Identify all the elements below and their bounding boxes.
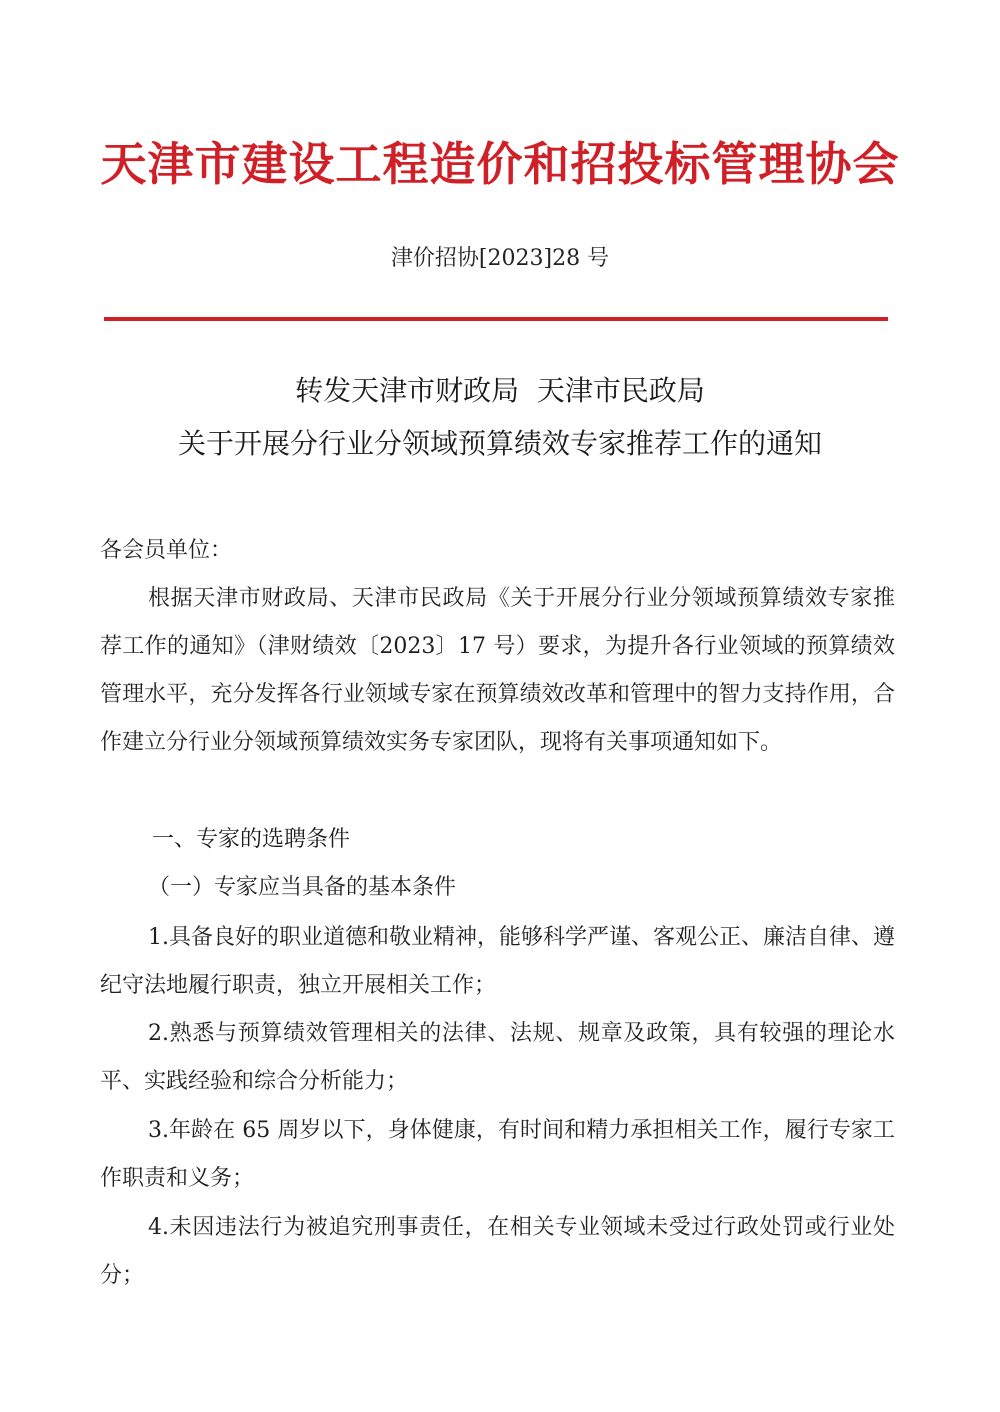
- intro-paragraph: 根据天津市财政局、天津市民政局《关于开展分行业分领域预算绩效专家推荐工作的通知》（津财绩效〔2023〕17 号）要求，为提升各行业领域的预算绩效管理水平，充分发挥各行业领域专家在预算绩效改革和管理中的智力支持作用，合作建立分行业分领域预算绩效实务专家团队，现将有关事项通知如下。: [100, 586, 895, 755]
- salutation: 各会员单位：: [100, 538, 233, 563]
- condition-item-3: 3.年龄在 65 周岁以下，身体健康，有时间和精力承担相关工作，履行专家工作职责和义务；: [100, 1118, 895, 1191]
- condition-item-4: 4.未因违法行为被追究刑事责任，在相关专业领域未受过行政处罚或行业处分；: [100, 1215, 895, 1288]
- section-heading: 一、专家的选聘条件: [152, 827, 351, 852]
- document-title-line-2: 关于开展分行业分领域预算绩效专家推荐工作的通知: [177, 427, 822, 460]
- organization-header: 天津市建设工程造价和招投标管理协会: [100, 137, 900, 191]
- red-divider-line: [104, 317, 888, 321]
- document-number: 津价招协[2023]28 号: [390, 246, 610, 271]
- condition-item-2: 2.熟悉与预算绩效管理相关的法律、法规、规章及政策，具有较强的理论水平、实践经验和综合分析能力；: [100, 1021, 895, 1094]
- document-title-line-1: 转发天津市财政局 天津市民政局: [295, 374, 705, 407]
- subsection-heading: （一）专家应当具备的基本条件: [148, 875, 457, 900]
- condition-item-1: 1.具备良好的职业道德和敬业精神，能够科学严谨、客观公正、廉洁自律、遵纪守法地履行职责，独立开展相关工作；: [100, 925, 895, 998]
